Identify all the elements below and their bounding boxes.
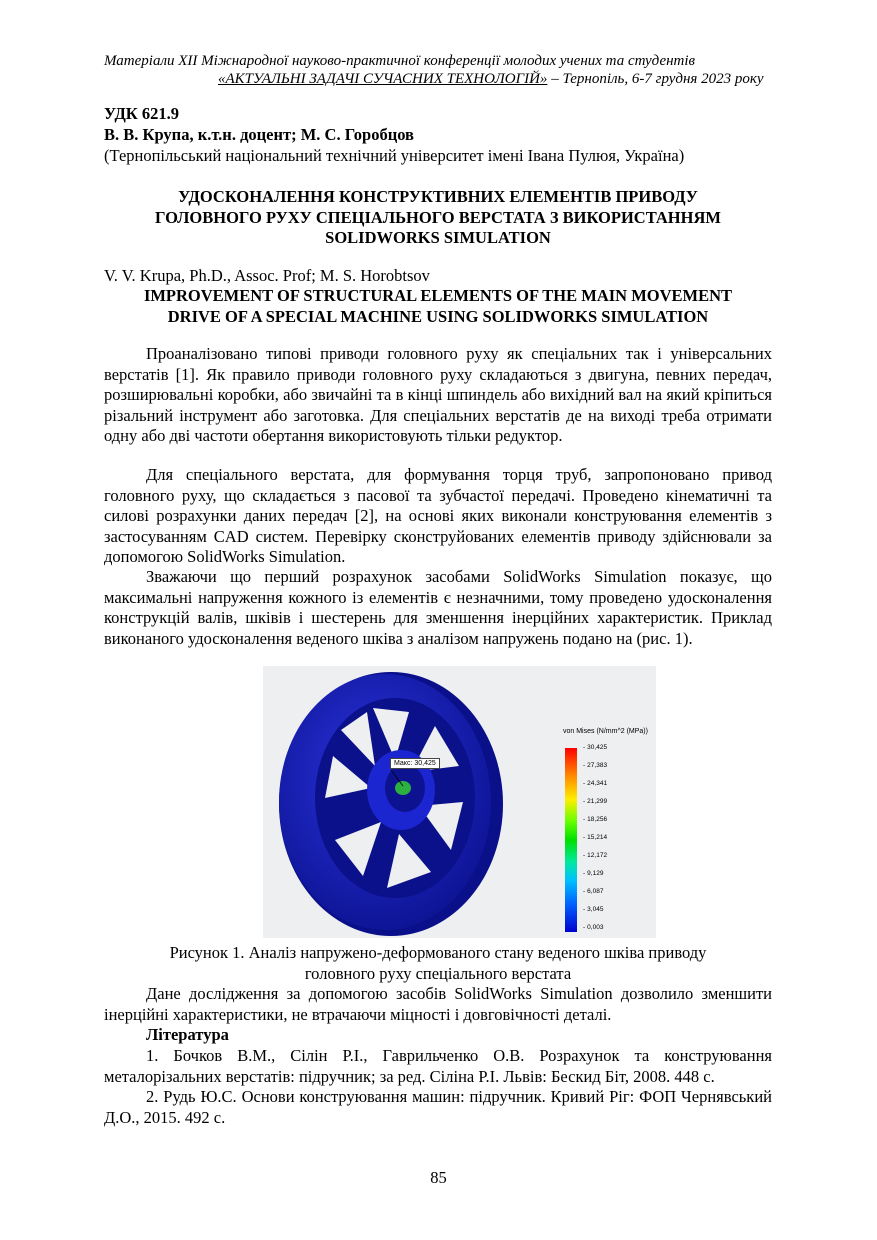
title-en-line: IMPROVEMENT OF STRUCTURAL ELEMENTS OF THE MAIN MOVEMENT: [143, 286, 733, 305]
title-ua-line: ГОЛОВНОГО РУХУ СПЕЦІАЛЬНОГО ВЕРСТАТА З ВИКОРИСТАННЯМ: [155, 207, 721, 227]
title-ua-line: УДОСКОНАЛЕННЯ КОНСТРУКТИВНИХ ЕЛЕМЕНТІВ ПРИВОДУ: [178, 187, 698, 206]
affiliation: (Тернопільський національний технічний університет імені Івана Пулюя, Україна): [104, 146, 685, 165]
reference-2: 2. Рудь Ю.С. Основи конструювання машин: підручник. Кривий Ріг: ФОП Чернявський Д.О., 2015. 492 с.: [104, 1087, 772, 1127]
paragraph-1: Проаналізовано типові приводи головного руху як спеціальних так і універсальних верстатів [1]. Як правило приводи головного руху складаються з двигуна, певних передач, розширювальні коробки, або звичайні та в кінці шпиндель або вихідний вал на який кріпиться різальний інструмент або заготовка. Для спеціальних верстатів де на виході треба отримати одну або дві частоти обертання використовують тільки редуктор.: [104, 344, 772, 445]
caption-line: Рисунок 1. Аналіз напружено-деформованого стану веденого шківа приводу: [169, 943, 707, 962]
header-line-1: Матеріали XII Міжнародної науково-практичної конференції молодих учених та студентів: [104, 53, 696, 69]
conference-name: «АКТУАЛЬНІ ЗАДАЧІ СУЧАСНИХ ТЕХНОЛОГІЙ»: [218, 71, 548, 87]
legend-tick: - 15,214: [583, 834, 607, 841]
color-scale-bar: [565, 748, 577, 932]
udc-code: УДК 621.9: [104, 104, 180, 123]
authors-en: V. V. Krupa, Ph.D., Assoc. Prof; M. S. Horobtsov: [104, 266, 430, 285]
running-header: [0, 52, 877, 88]
legend-tick: - 6,087: [583, 888, 603, 895]
reference-1: 1. Бочков В.М., Сілін Р.І., Гаврильченко О.В. Розрахунок та конструювання металорізальних верстатів: підручник; за ред. Сіліна Р.І. Львів: Бескид Біт, 2008. 448 с.: [104, 1046, 772, 1086]
legend-tick: - 24,341: [583, 780, 607, 787]
stress-analysis-figure: [263, 666, 656, 938]
paragraph-3: Зважаючи що перший розрахунок засобами SolidWorks Simulation показує, що максимальні напруження кожного із елементів є незначними, тому проведено удосконалення конструкцій валів, шківів і шестерень для зменшення інерційних характеристик. Приклад виконаного удосконалення веденого шківа з аналізом напружень подано на (рис. 1).: [104, 567, 772, 648]
pulley-model: [263, 666, 563, 938]
legend-tick: - 30,425: [583, 744, 607, 751]
header-line-2: [0, 70, 877, 88]
legend-tick: - 12,172: [583, 852, 607, 859]
legend-tick: - 9,129: [583, 870, 603, 877]
figure-caption: [104, 943, 772, 984]
title-en: [104, 286, 772, 327]
page-number: 85: [430, 1168, 447, 1187]
authors-ua: В. В. Крупа, к.т.н. доцент; М. С. Горобцов: [104, 125, 414, 144]
title-ua: [104, 187, 772, 249]
references-heading: Література: [146, 1025, 229, 1044]
max-stress-probe: Макс: 30,425: [390, 758, 440, 769]
title-en-line: DRIVE OF A SPECIAL MACHINE USING SOLIDWORKS SIMULATION: [167, 306, 709, 326]
conclusion-paragraph: Дане дослідження за допомогою засобів SolidWorks Simulation дозволило зменшити інерційні характеристики, не втрачаючи міцності і довговічності деталі.: [104, 984, 772, 1024]
legend-tick: - 27,383: [583, 762, 607, 769]
legend-title: von Mises (N/mm^2 (MPa)): [563, 728, 648, 735]
legend-tick: - 21,299: [583, 798, 607, 805]
legend-tick: - 18,256: [583, 816, 607, 823]
conference-place-date: – Тернопіль, 6-7 грудня 2023 року: [547, 71, 764, 87]
title-ua-line: SOLIDWORKS SIMULATION: [325, 228, 551, 247]
caption-line: головного руху спеціального верстата: [304, 963, 572, 983]
legend-tick: - 0,003: [583, 924, 603, 931]
paragraph-2: Для спеціального верстата, для формування торця труб, запропоновано привод головного руху, що складається з пасової та зубчастої передачі. Проведено кінематичні та силові розрахунки даних передач [2], на основі яких виконали конструювання елементів з застосуванням CAD систем. Перевірку сконструйованих елементів приводу здійснювали за допомогою SolidWorks Simulation.: [104, 465, 772, 566]
legend-tick: - 3,045: [583, 906, 603, 913]
stress-hotspot: [395, 781, 411, 795]
